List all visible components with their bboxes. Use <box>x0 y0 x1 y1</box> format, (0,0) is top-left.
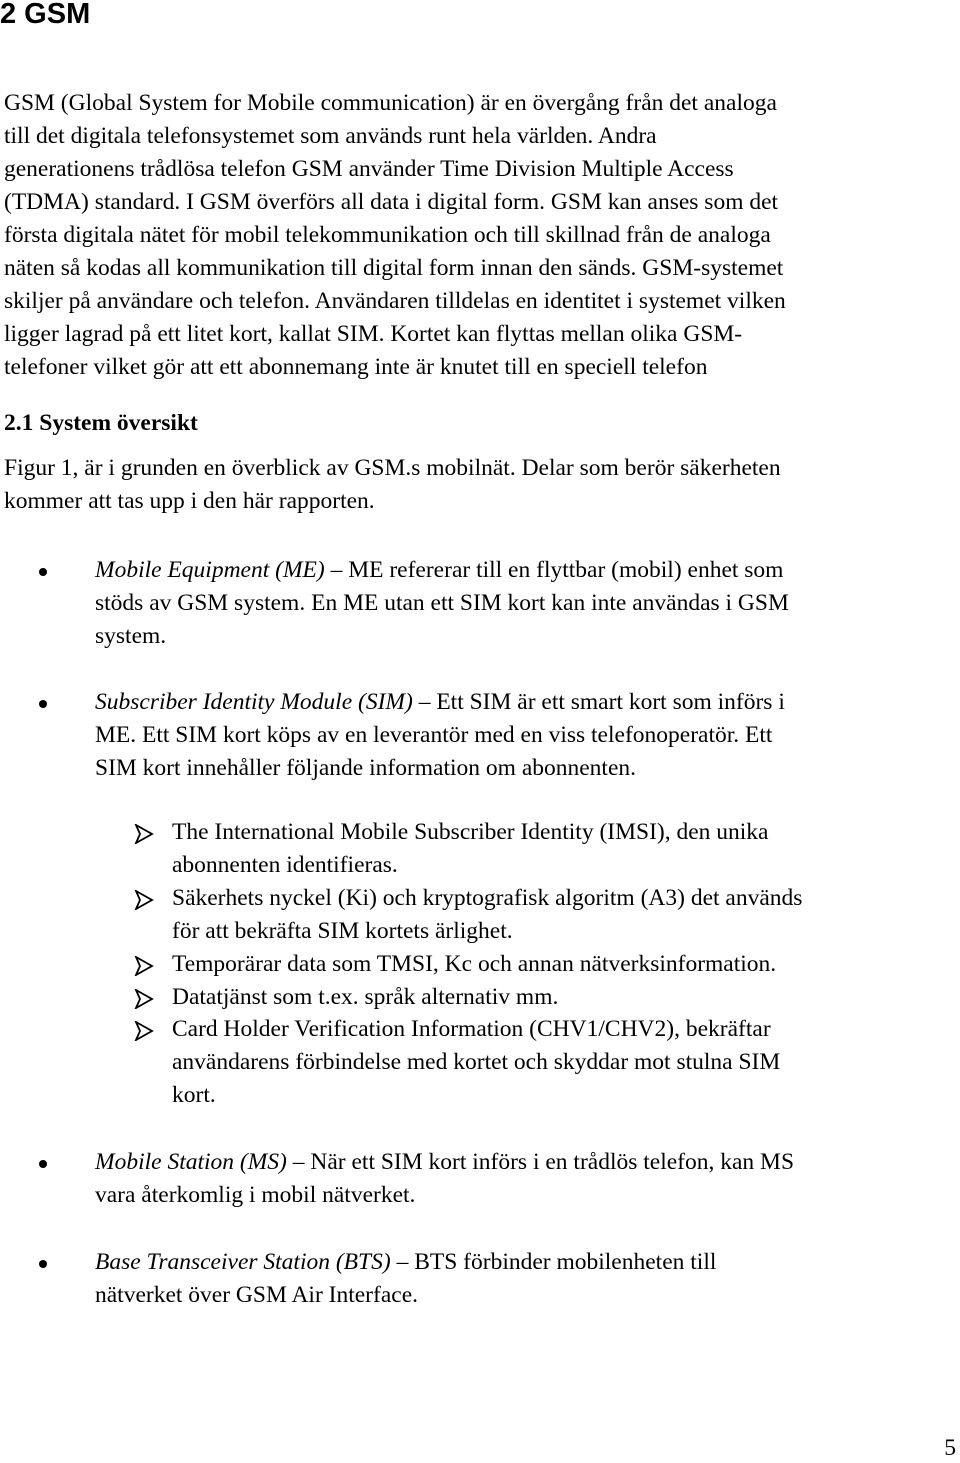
paragraph-line: första digitala nätet för mobil telekommunikation och till skillnad från de analoga <box>4 222 771 248</box>
sim-item-line: kort. <box>172 1082 216 1108</box>
overview-paragraph <box>4 452 954 518</box>
sim-item-line: användarens förbindelse med kortet och skyddar mot stulna SIM <box>172 1049 781 1075</box>
bullet-text <box>95 554 955 653</box>
paragraph-line: generationens trådlösa telefon GSM använder Time Division Multiple Access <box>4 156 734 182</box>
bullet-first-line <box>95 1246 955 1279</box>
page-number: 5 <box>944 1435 956 1461</box>
paragraph-line: näten så kodas all kommunikation till digital form innan den sänds. GSM-systemet <box>4 255 784 281</box>
sim-item-text <box>172 948 952 981</box>
bullet-definition: – När ett SIM kort införs i en trådlös telefon, kan MS <box>286 1149 795 1175</box>
sim-item-text <box>172 981 952 1014</box>
sim-item-text <box>172 816 952 882</box>
arrow-bullet-icon <box>134 1021 154 1041</box>
bullet-line: ME. Ett SIM kort köps av en leverantör med en viss telefonoperatör. Ett <box>95 722 773 748</box>
bullet-first-line <box>95 554 955 587</box>
bullet-text <box>95 686 955 785</box>
bullet-term: Mobile Equipment (ME) <box>95 557 325 583</box>
sim-item-line: Temporärar data som TMSI, Kc och annan nätverksinformation. <box>172 951 777 977</box>
bullet-first-line <box>95 1146 955 1179</box>
paragraph-line: ligger lagrad på ett litet kort, kallat SIM. Kortet kan flyttas mellan olika GSM- <box>4 321 743 347</box>
bullet-line: SIM kort innehåller följande information om abonnenten. <box>95 755 637 781</box>
bullet-dot-icon <box>39 1260 47 1268</box>
arrow-bullet-icon <box>134 890 154 910</box>
bullet-term: Base Transceiver Station (BTS) <box>95 1249 391 1275</box>
sim-item-line: Säkerhets nyckel (Ki) och kryptografisk algoritm (A3) det används <box>172 885 803 911</box>
bullet-line: stöds av GSM system. En ME utan ett SIM kort kan inte användas i GSM <box>95 590 789 616</box>
bullet-text <box>95 1246 955 1312</box>
bullet-term: Mobile Station (MS) <box>95 1149 287 1175</box>
bullet-dot-icon <box>39 700 47 708</box>
paragraph-line: (TDMA) standard. I GSM överförs all data i digital form. GSM kan anses som det <box>4 189 779 215</box>
bullet-dot-icon <box>39 1160 47 1168</box>
bullet-line: system. <box>95 623 167 649</box>
sim-item-line: Card Holder Verification Information (CHV1/CHV2), bekräftar <box>172 1016 771 1042</box>
bullet-first-line <box>95 686 955 719</box>
paragraph-line: telefoner vilket gör att ett abonnemang inte är knutet till en speciell telefon <box>4 354 708 380</box>
bullet-line: vara återkomlig i mobil nätverket. <box>95 1182 416 1208</box>
paragraph-line: till det digitala telefonsystemet som används runt hela världen. Andra <box>4 123 657 149</box>
arrow-bullet-icon <box>134 824 154 844</box>
paragraph-line: kommer att tas upp i den här rapporten. <box>4 488 375 514</box>
bullet-text <box>95 1146 955 1212</box>
paragraph-line: GSM (Global System for Mobile communication) är en övergång från det analoga <box>4 90 777 116</box>
sim-item-line: Datatjänst som t.ex. språk alternativ mm. <box>172 984 559 1010</box>
bullet-definition: – BTS förbinder mobilenheten till <box>390 1249 717 1275</box>
paragraph-line: skiljer på användare och telefon. Användaren tilldelas en identitet i systemet vilken <box>4 288 786 314</box>
sim-item-line: för att bekräfta SIM kortets ärlighet. <box>172 918 513 944</box>
arrow-bullet-icon <box>134 956 154 976</box>
sim-item-text <box>172 882 952 948</box>
subsection-heading: 2.1 System översikt <box>4 410 198 436</box>
bullet-line: nätverket över GSM Air Interface. <box>95 1282 418 1308</box>
intro-paragraph <box>4 87 954 384</box>
sim-item-line: abonnenten identifieras. <box>172 852 398 878</box>
bullet-dot-icon <box>39 568 47 576</box>
bullet-term: Subscriber Identity Module (SIM) <box>95 689 413 715</box>
sim-item-line: The International Mobile Subscriber Identity (IMSI), den unika <box>172 819 769 845</box>
sim-item-text <box>172 1013 952 1112</box>
bullet-definition: – Ett SIM är ett smart kort som införs i <box>412 689 785 715</box>
arrow-bullet-icon <box>134 989 154 1009</box>
bullet-definition: – ME refererar till en flyttbar (mobil) enhet som <box>324 557 784 583</box>
section-heading: 2 GSM <box>0 0 91 30</box>
paragraph-line: Figur 1, är i grunden en överblick av GSM.s mobilnät. Delar som berör säkerheten <box>4 455 781 481</box>
